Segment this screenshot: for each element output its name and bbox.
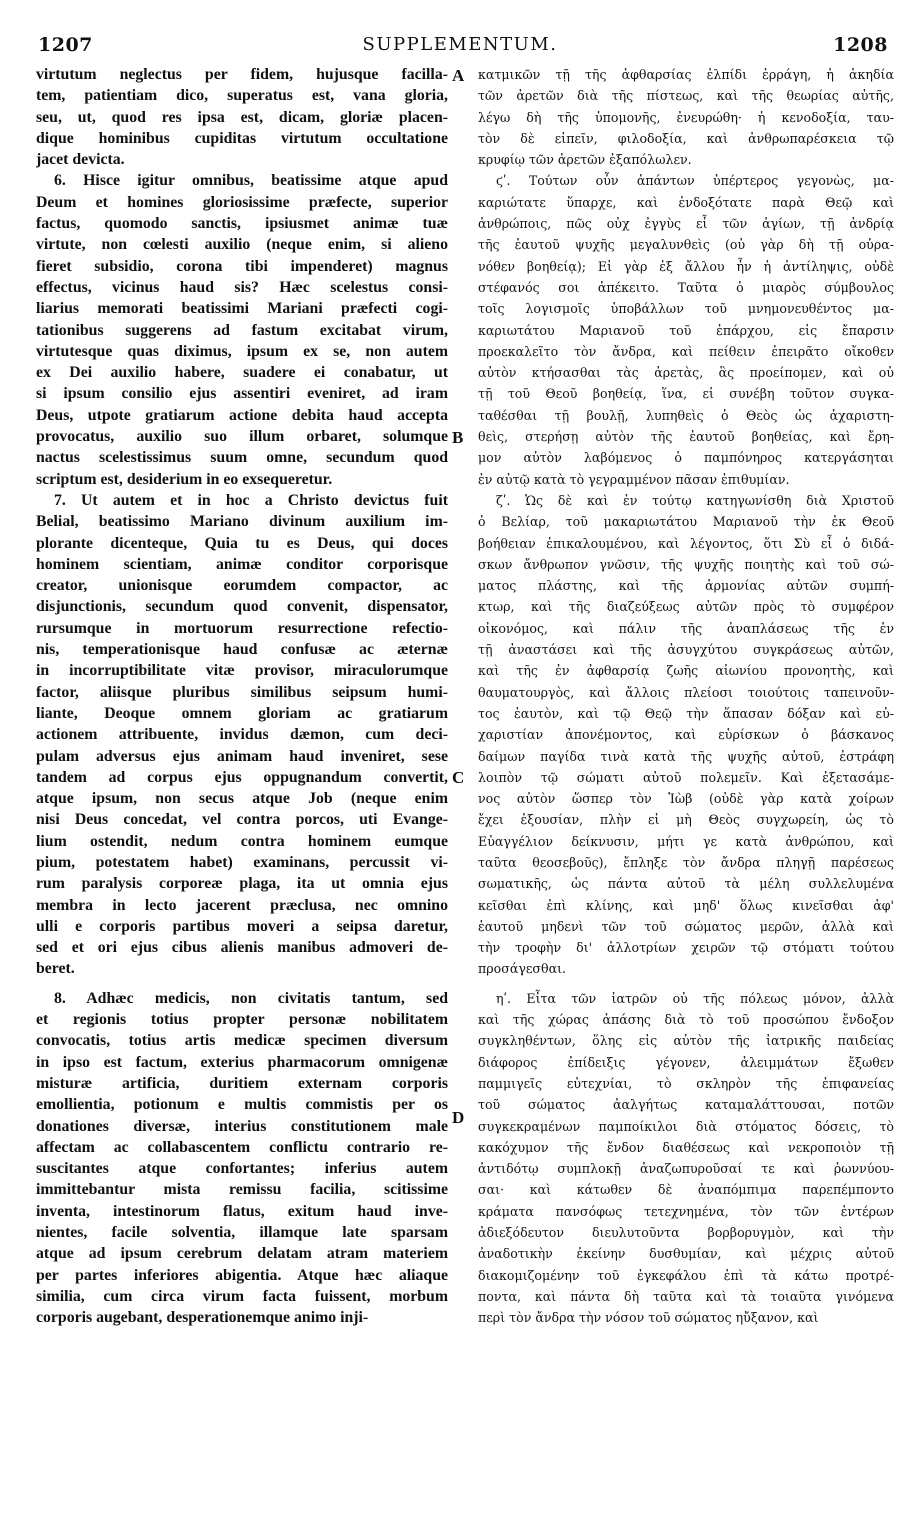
text-line: pulam adversus ejus animam haud inveniret, sese bbox=[36, 747, 448, 765]
text-line: nis, temperationisque haud confusæ ac æternæ bbox=[36, 641, 448, 659]
text-line: ταθέσθαι τῇ βουλῇ, λυπηθεὶς ὁ Θεὸς ὡς ἀχαριστη- bbox=[478, 407, 894, 423]
text-line: κτωρ, καὶ τῆς διαζεύξεως αὐτῶν πρὸς τὸ συμφέρον bbox=[478, 599, 894, 615]
text-line: rum paralysis corporeæ plaga, ita ut omnia ejus bbox=[36, 875, 448, 893]
text-line: similia, cum circa virum facta fuissent, morbum bbox=[36, 1287, 448, 1305]
text-line: rursumque in mortuorum resurrectione refectio- bbox=[36, 619, 448, 637]
text-line: nactus scelestissimus suum omne, secundum quod bbox=[36, 449, 448, 467]
text-line: ματος πλάστης, καὶ τῆς ἁρμονίας αὐτῶν συμπή- bbox=[478, 578, 894, 594]
text-line: τὴν τροφὴν δι' ἀλλοτρίων χειρῶν τῷ στόματι τούτου bbox=[478, 940, 894, 956]
text-line: tandem ad corpus ejus oppugnandum convertit, bbox=[36, 768, 448, 786]
text-line: οἰκονόμος, καὶ πάλιν τῆς ἀναπλάσεως τῆς ἐν bbox=[478, 620, 894, 636]
text-line: προσάγεσθαι. bbox=[478, 961, 567, 977]
text-line: ταῦτα θεοσεβοῦς), ἔπληξε τὸν ἄνδρα πληγῇ παρέσεως bbox=[478, 854, 894, 870]
text-line: θεὶς, στερήσῃ αὐτὸν τῆς ἑαυτοῦ βοηθείας, καὶ ἔρη- bbox=[478, 429, 894, 445]
text-line: Belial, beatissimo Mariano divinum auxilium im- bbox=[36, 513, 448, 531]
latin-paragraph-para7 bbox=[36, 490, 448, 980]
text-line: νος αὐτὸν ὥσπερ τὸν Ἰὼβ (οὐδὲ γὰρ κατὰ χοίρων bbox=[478, 791, 894, 807]
text-line: Εὐαγγέλιον δείκνυσιν, μήτι γε κατὰ ἀνθρώπου, καὶ bbox=[478, 833, 894, 849]
text-line: lium ostendit, nedum contra hominem eumque bbox=[36, 832, 448, 850]
text-line: παμμιγεῖς εὐτεχνίαι, τὸ σκληρὸν τῆς ἐπιφανείας bbox=[478, 1075, 894, 1091]
greek-column bbox=[478, 64, 894, 1329]
text-line: nisi Deus concedat, vel contra porcos, uti Evange- bbox=[36, 811, 448, 829]
text-line: σωματικῆς, ὡς πάντα αὐτοῦ τὰ μέλη συλλελυμένα bbox=[478, 876, 894, 892]
text-line: virtutesque quas diximus, ipsum ex se, non autem bbox=[36, 342, 448, 360]
text-line: tationibus suggerens ad fastum excitabat virum, bbox=[36, 321, 448, 339]
text-line: misturæ artificia, duritiem externam corporis bbox=[36, 1074, 448, 1092]
text-line: ulli e corporis partibus moveri a seipsa daretur, bbox=[36, 917, 448, 935]
left-page-number: 1207 bbox=[38, 34, 93, 56]
text-line: liante, Deoque omnem gloriam ac gratiarum bbox=[36, 704, 448, 722]
text-line: ἀντιδότῳ συμπλοκῇ ἀναζωπυροῦσαί τε καὶ ῥωννύου- bbox=[478, 1161, 894, 1177]
text-line: plorante dicenteque, Quia tu es Deus, qui doces bbox=[36, 534, 448, 552]
text-line: emollientia, potionum e multis commistis per os bbox=[36, 1096, 448, 1114]
text-line: τῇ ἀναστάσει καὶ τῆς ἀσυγχύτου συγκράσεως αὐτῶν, bbox=[478, 642, 894, 658]
text-line: dique hominibus cupiditas virtutum occultatione bbox=[36, 129, 448, 147]
text-line: ζʹ. Ὡς δὲ καὶ ἐν τούτῳ κατηγωνίσθη διὰ Χριστοῦ bbox=[496, 492, 894, 508]
text-line: Deus, utpote gratiarum actione debita haud accepta bbox=[36, 406, 448, 424]
latin-column bbox=[36, 64, 448, 1329]
text-line: affectam ac collabascentem conflictu contrario re- bbox=[36, 1138, 448, 1156]
text-line: τῶν ἀρετῶν διὰ τῆς πίστεως, καὶ τῆς θεωρίας αὐτῆς, bbox=[478, 88, 894, 104]
text-line: convocatis, totius artis medicæ specimen diversum bbox=[36, 1032, 448, 1050]
text-line: λέγω δὴ τῆς ὑπομονῆς, ἐνευρώθη· ἡ κενοδοξία, ταυ- bbox=[478, 109, 894, 125]
text-line: actionem attribuente, invidus dæmon, cum deci- bbox=[36, 726, 448, 744]
text-line: provocatus, auxilio suo illum orbaret, solumque bbox=[36, 428, 448, 446]
right-page-number: 1208 bbox=[833, 34, 888, 56]
text-line: τῆς ἑαυτοῦ ψυχῆς μεγαλυνθεὶς (οὐ γὰρ δὴ τῇ οὐρα- bbox=[478, 237, 894, 253]
greek-paragraph-para8 bbox=[478, 988, 894, 1329]
text-line: seu, ut, quod res ipsa est, dicam, gloriæ placen- bbox=[36, 108, 448, 126]
text-line: sed et ori ejus cibus alienis manibus admoveri de- bbox=[36, 939, 448, 957]
text-line: καὶ τῆς χώρας ἁπάσης διὰ τὸ τοῦ προσώπου ἔνδοξον bbox=[478, 1012, 894, 1028]
margin-marker-d: D bbox=[452, 1108, 465, 1127]
latin-paragraph-para6 bbox=[36, 170, 448, 489]
greek-paragraph-para6 bbox=[478, 170, 894, 489]
text-line: membra in lecto jacerent præclusa, nec omnino bbox=[36, 896, 448, 914]
text-line: τὸν δὲ εἰπεῖν, φιλοδοξία, καὶ ἀνθρωπαρέσκεια τῷ bbox=[478, 130, 894, 146]
text-line: τοῦ σώματος ἀαλγήτως καταμαλάττουσαι, ποτῶν bbox=[478, 1097, 894, 1113]
text-line: atque ipsum, non secus atque Job (neque enim bbox=[36, 790, 448, 808]
text-line: λοιπὸν τῷ σώματι αὐτοῦ πολεμεῖν. Καὶ ἐξετασάμε- bbox=[478, 769, 894, 785]
text-line: σαι· καὶ κάτωθεν δὲ ἀναπόμπιμα παρεπέμποντο bbox=[478, 1182, 894, 1198]
text-line: ἐν αὐτῷ κατὰ τὸ γεγραμμένον πᾶσαν ἐπιθυμίαν. bbox=[478, 471, 790, 487]
text-line: donationes diversæ, interius constitutionem male bbox=[36, 1117, 448, 1135]
text-line: στέφανός σοι ἀπέκειτο. Ταῦτα ὁ μιαρὸς σύμβουλος bbox=[478, 279, 894, 295]
text-line: hominem scientiam, animæ conditor corporisque bbox=[36, 555, 448, 573]
text-line: corporis augebant, desperationemque animo inji- bbox=[36, 1309, 369, 1327]
text-line: nientes, facile solventia, illamque late sparsam bbox=[36, 1224, 448, 1242]
latin-paragraph-intro bbox=[36, 64, 448, 170]
latin-paragraph-para8 bbox=[36, 988, 448, 1329]
text-line: ὁ Βελίαρ, τοῦ μακαριωτάτου Μαριανοῦ τὴν ἐκ Θεοῦ bbox=[478, 514, 894, 530]
margin-marker-c: C bbox=[452, 768, 465, 787]
text-line: διακομιζομένην τοῦ ἐγκεφάλου ἐπὶ τὰ κάτω προτρέ- bbox=[478, 1267, 894, 1283]
text-line: νόθεν βοηθείᾳ); Εἰ γὰρ ἐξ ἄλλου ἦν ἡ ἀντίληψις, οὐδὲ bbox=[478, 258, 894, 274]
text-line: disjunctionis, secundum quod convenit, dispensator, bbox=[36, 598, 448, 616]
text-line: ἑαυτοῦ μηδενὶ τῶν τοῦ σώματος μερῶν, ἀλλὰ καὶ bbox=[478, 918, 894, 934]
text-line: κεῖσθαι ἐπὶ κλίνης, καὶ μηδ' ὅλως κινεῖσθαι ἀφ' bbox=[478, 897, 894, 913]
text-line: in incorruptibilitate vitæ provisor, miraculorumque bbox=[36, 662, 448, 680]
text-line: factor, aliisque pluribus similibus seipsum humi- bbox=[36, 683, 448, 701]
text-line: per partes inferiores abigentia. Atque hæc aliaque bbox=[36, 1266, 448, 1284]
text-line: ἔχει ἐξουσίαν, πλὴν εἰ μὴ Θεὸς συγχωρείη, ὡς τὸ bbox=[478, 812, 894, 828]
text-line: virtutum neglectus per fidem, hujusque facilla- bbox=[36, 66, 448, 83]
text-line: 8. Adhæc medicis, non civitatis tantum, sed bbox=[54, 989, 448, 1007]
text-line: scriptum est, desiderium in eo exsequeretur. bbox=[36, 470, 333, 488]
text-line: μον αὐτὸν λαβόμενος ὁ παμπόνηρος κατεργάσηται bbox=[478, 450, 894, 466]
text-line: βοήθειαν ἐπικαλουμένου, καὶ λέγοντος, ὅτι Σὺ εἶ ὁ διδά- bbox=[478, 535, 894, 551]
text-line: θαυματουργὸς, καὶ ἄλλοις πλείοσι τοιούτοις ταπεινοῦν- bbox=[478, 684, 894, 700]
text-line: suscitantes atque confortantes; inferius autem bbox=[36, 1160, 448, 1178]
text-line: διάφορος ἐπίδειξις γέγονεν, ἀλειμμάτων ἔξωθεν bbox=[478, 1054, 894, 1070]
text-line: inventa, intestinorum flatus, exitum haud inve- bbox=[36, 1202, 448, 1220]
running-title: SUPPLEMENTUM. bbox=[362, 34, 558, 55]
text-line: καριωτάτου Μαριανοῦ τοῦ ἐπάρχου, εἰς ἔπαρσιν bbox=[478, 322, 894, 338]
text-line: προεκαλεῖτο τὸν ἄνδρα, καὶ πείθειν ἐπειρᾶτο οἴκοθεν bbox=[478, 343, 894, 359]
text-line: σκων ἄνθρωπον γνῶσιν, τῆς ψυχῆς ποιητὴς καὶ τοῦ σώ- bbox=[478, 556, 894, 572]
margin-marker-b: B bbox=[452, 428, 464, 447]
text-line: δαίμων παγίδα τινὰ κατὰ τῆς ψυχῆς αὐτοῦ, ἐστράφη bbox=[478, 748, 894, 764]
text-line: Deum et homines gloriosissime præfecte, superior bbox=[36, 193, 448, 211]
text-line: ἀνθρώποις, πῶς οὐχ ἐγγὺς εἶ τῶν ἁγίων, τῇ ἀνδρίᾳ bbox=[478, 216, 894, 232]
text-line: pium, potestatem habet) examinans, percussit vi- bbox=[36, 853, 448, 871]
margin-marker-a: A bbox=[452, 66, 465, 85]
paragraph-gap bbox=[36, 980, 448, 988]
text-line: καὶ τῆς ἐν ἀφθαρσίᾳ ζωῆς αἰωνίου προνοητὴς, καὶ bbox=[478, 663, 894, 679]
text-line: 6. Hisce igitur omnibus, beatissime atque apud bbox=[54, 172, 448, 190]
text-line: ηʹ. Εἶτα τῶν ἰατρῶν οὐ τῆς πόλεως μόνον, ἀλλὰ bbox=[496, 990, 894, 1006]
text-line: 7. Ut autem et in hoc a Christo devictus fuit bbox=[54, 491, 448, 509]
text-line: creator, unionisque eorumdem compactor, ac bbox=[36, 577, 448, 595]
text-line: jacet devicta. bbox=[36, 151, 125, 169]
text-line: περὶ τὸν ἄνδρα τὴν νόσον τοῦ σώματος ηὔξανον, καὶ bbox=[478, 1310, 819, 1326]
text-line: tem, patientiam dico, superatus est, vana gloria, bbox=[36, 87, 448, 105]
text-line: τος ἑαυτὸν, καὶ τῷ Θεῷ τὴν ἅπασαν δόξαν καὶ εὐ- bbox=[478, 705, 894, 721]
text-line: ποντα, καὶ πάντα δὴ ταῦτα καὶ τὰ τοιαῦτα γινόμενα bbox=[478, 1288, 894, 1304]
text-line: κακόχυμον τῆς ἔνδον διαθέσεως καὶ νεκροποιὸν τῇ bbox=[478, 1139, 894, 1155]
text-line: fieret subsidio, corona tibi impenderet) magnus bbox=[36, 257, 448, 275]
text-line: κράματα πανσόφως τετεχνημένα, τὸν τῶν ἐντέρων bbox=[478, 1203, 894, 1219]
page-header bbox=[32, 34, 888, 64]
text-line: si ipsum consilio ejus assentiri eveniret, ad iram bbox=[36, 385, 448, 403]
text-line: effectus, vicinus haud sis? Hæc scelestus consi- bbox=[36, 278, 448, 296]
text-line: immittebantur mista remissu facilia, scitissime bbox=[36, 1181, 448, 1199]
text-line: καριώτατε ὕπαρχε, καὶ ἐνδοξότατε παρὰ Θεῷ καὶ bbox=[478, 194, 894, 210]
text-line: beret. bbox=[36, 960, 75, 978]
text-line: virtute, non cœlesti auxilio (neque enim, si alieno bbox=[36, 236, 448, 254]
paragraph-gap bbox=[478, 980, 894, 988]
text-line: factus, quomodo sanctis, ipsiusmet animæ tuæ bbox=[36, 215, 448, 233]
text-line: atque ad ipsum cerebrum delatam atram materiem bbox=[36, 1245, 448, 1263]
text-line: κατμικῶν τῇ τῆς ἀφθαρσίας ἐλπίδι ἐρράγη, ἡ ἀκηδία bbox=[478, 67, 894, 82]
text-line: liarius memorati beatissimi Mariani præfecti cogi- bbox=[36, 300, 448, 318]
text-line: χαριστίαν ἀπονέμοντος, καὶ εὑρίσκων ὁ βάσκανος bbox=[478, 727, 894, 743]
text-line: τοῖς λογισμοῖς ὑποβάλλων τοῦ μνημονευθέντος μα- bbox=[478, 301, 894, 317]
text-line: ἀδιεξόδευτον διευλυτοῦντα βορβορυγμὸν, καὶ τὴν bbox=[478, 1225, 894, 1241]
text-line: ϛʹ. Τούτων οὖν ἁπάντων ὑπέρτερος γεγονὼς, μα- bbox=[496, 173, 894, 189]
greek-paragraph-para7 bbox=[478, 490, 894, 980]
text-line: ex Dei auxilio habere, suadere ei conabatur, ut bbox=[36, 364, 448, 382]
text-line: et regionis totius propter personæ nobilitatem bbox=[36, 1011, 448, 1029]
text-line: αὐτὸν κτήσασθαι τὰς ἀρετὰς, ἃς προείπομεν, καὶ οὐ bbox=[478, 365, 894, 381]
text-line: συγκληθέντων, ὅλης εἰς αὐτὸν τῆς ἰατρικῆς παιδείας bbox=[478, 1033, 894, 1049]
text-line: κρυφίῳ τῶν ἀρετῶν ἐξαπόλωλεν. bbox=[478, 152, 692, 168]
text-line: τῇ τοῦ Θεοῦ βοηθείᾳ, ἵνα, εἰ συνέβη τοῦτον συγκα- bbox=[478, 386, 894, 402]
text-line: συγκεκραμένων παμποίκιλοι διὰ στόματος δόσεις, τὸ bbox=[478, 1118, 894, 1134]
greek-paragraph-intro bbox=[478, 64, 894, 170]
text-line: in ipso est factum, exterius pharmacorum omnigenæ bbox=[36, 1053, 448, 1071]
text-line: ἀναδοτικὴν ἐκείνην δυσθυμίαν, καὶ μέχρις αὐτοῦ bbox=[478, 1246, 894, 1262]
